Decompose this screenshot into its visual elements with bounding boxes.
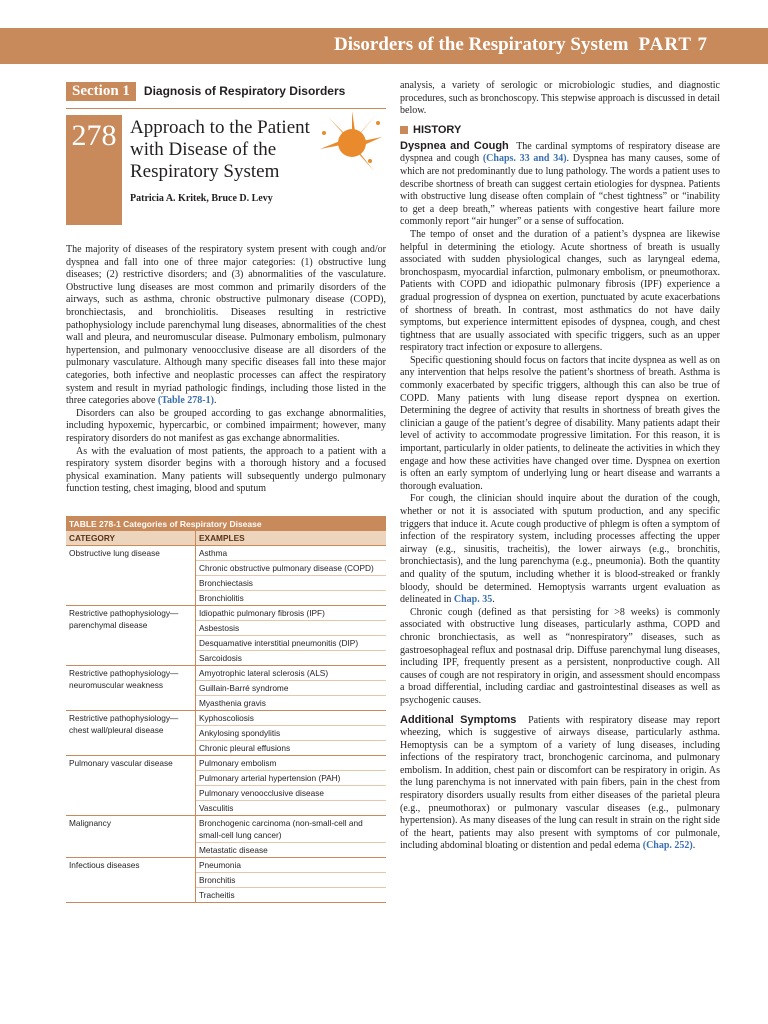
chap-252-link[interactable]: (Chap. 252) (642, 840, 693, 852)
header-part: PART 7 (638, 34, 708, 55)
category-cell: Pulmonary vascular disease (66, 756, 196, 815)
continued-paragraph: analysis, a variety of serologic or microbiologic studies, and diagnostic procedures, such as bronchoscopy. This stepwise approach is discussed in detail below. (400, 80, 720, 117)
examples-cell (196, 756, 386, 815)
chronic-cough-paragraph: Chronic cough (defined as that persisting for >8 weeks) is commonly associated with obstructive lung diseases, particularly asthma, COPD and chronic bronchiectasis, as well as “nonrespiratory” diseases, such as gastroesophageal reflux and postnasal drip. Diffuse parenchymal lung diseases, including IPF, frequently present as a persistent, nonproductive cough. All causes of cough are not respiratory in origin, and assessment should encompass a broad differential, including cardiac and gastrointestinal diseases as well as psychogenic causes. (400, 606, 720, 706)
example-item: Guillain-Barré syndrome (196, 681, 386, 696)
examples-cell (196, 711, 386, 755)
section-title: Diagnosis of Respiratory Disorders (143, 84, 346, 98)
additional-symptoms-paragraph: Additional Symptoms Patients with respiratory disease may report wheezing, which is suggestive of airways disease, particularly asthma. Hemoptysis can be a symptom of a variety of lung diseases, including infections of the respiratory tract, bronchogenic carcinoma, and pulmonary embolism. In addition, chest pain or discomfort can be respiratory in origin. As the lung parenchyma is not innervated with pain fibers, pain in the chest from respiratory disorders usually results from either diseases of the parietal pleura (e.g., pneumothorax) or pulmonary vascular diseases (e.g., pulmonary hypertension). As many diseases of the lung can result in strain on the right side of the heart, patients may also present with symptoms of cor pulmonale, including abdominal bloating or distention and pedal edema (Chap. 252). (400, 713, 721, 852)
chaps-33-34-link[interactable]: (Chaps. 33 and 34) (482, 153, 567, 165)
intro-paragraph-1: The majority of diseases of the respiratory system present with cough and/or dyspnea and fall into one of three major categories: (1) obstructive lung diseases; (2) restrictive disorders; and (3) abnormalities of the vasculature. Obstructive lung diseases are most common and primarily disorders of the airways, such as asthma, chronic obstructive pulmonary disease (COPD), bronchiectasis, and bronchiolitis. Diseases resulting in restrictive pathophysiology include parenchymal lung diseases, abnormalities of the chest wall and pleura, and neuromuscular disease. Pulmonary embolism, pulmonary hypertension, and pulmonary venoocclusive disease are all disorders of the pulmonary vasculature. Although many specific diseases fall into these major categories, both infective and neoplastic processes can affect the respiratory system and result in myriad pathologic findings, including those listed in the three categories above (Table 278-1). (66, 244, 386, 407)
cough-paragraph: For cough, the clinician should inquire about the duration of the cough, whether or not it is associated with sputum production, and any specific triggers that induce it. Acute cough productive of phlegm is often a symptom of infection of the respiratory system, including processes affecting the upper airway (e.g., sinusitis, tracheitis), the lower airways (e.g., bronchitis, bronchiectasis), and the lung parenchyma (e.g., pneumonia). Both the quantity and quality of the sputum, including whether it is blood-streaked or frankly bloody, should be determined. Hemoptysis warrants urgent evaluation as delineated in Chap. 35. (400, 493, 720, 606)
column-header-category: CATEGORY (66, 531, 196, 545)
splatter-ornament-icon (316, 109, 386, 179)
example-item: Pneumonia (196, 858, 386, 873)
table-row (66, 857, 386, 902)
examples-cell (196, 606, 386, 665)
chapter-number: 278 (66, 115, 122, 225)
example-item: Bronchogenic carcinoma (non-small-cell and small-cell lung cancer) (196, 816, 386, 843)
heading-square-icon (400, 126, 408, 134)
additional-symptoms-runin-heading: Additional Symptoms (400, 713, 517, 726)
categories-table (66, 516, 386, 903)
example-item: Idiopathic pulmonary fibrosis (IPF) (196, 606, 386, 621)
example-item: Chronic pleural effusions (199, 742, 291, 753)
example-item: Pulmonary venoocclusive disease (196, 786, 386, 801)
column-header-examples: EXAMPLES (199, 532, 245, 543)
examples-cell (196, 546, 386, 605)
right-column (400, 80, 720, 853)
table-row (66, 815, 386, 857)
header-text (334, 34, 708, 56)
table-header-row (66, 531, 386, 545)
table-row (66, 665, 386, 710)
example-item: Pulmonary arterial hypertension (PAH) (196, 771, 386, 786)
examples-cell (196, 816, 386, 857)
example-item: Pulmonary embolism (196, 756, 386, 771)
header-title: Disorders of the Respiratory System (333, 34, 629, 55)
tempo-paragraph: The tempo of onset and the duration of a patient’s dyspnea are likewise helpful in determining the etiology. Acute shortness of breath is usually associated with sudden physiological changes, such as laryngeal edema, bronchospasm, myocardial infarction, pulmonary embolism, or pneumothorax. Patients with COPD and idiopathic pulmonary fibrosis (IPF) experience a gradual progression of dyspnea on exertion, punctuated by acute exacerbations of shortness of breath. In contrast, most asthmatics do not have daily symptoms, but experience intermittent episodes of dyspnea, cough, and chest tightness that are usually associated with specific triggers, such as an upper respiratory tract infection or exposure to allergens. (400, 228, 720, 354)
example-item: Desquamative interstitial pneumonitis (DIP) (196, 636, 386, 651)
example-item: Bronchiectasis (196, 576, 386, 591)
table-caption: TABLE 278-1 Categories of Respiratory Disease (66, 517, 386, 531)
example-item: Chronic obstructive pulmonary disease (COPD) (196, 561, 386, 576)
chapter-title: Approach to the Patient with Disease of the Respiratory System (130, 117, 310, 182)
category-cell: Malignancy (66, 816, 196, 857)
example-item: Asthma (196, 546, 386, 561)
examples-cell (196, 666, 386, 710)
table-body (66, 545, 386, 902)
intro-paragraph-3: As with the evaluation of most patients, the approach to a patient with a respiratory system disorder begins with a thorough history and a focused physical examination. Many patients will subsequently undergo pulmonary function testing, chest imaging, blood and sputum (66, 445, 386, 495)
example-item: Asbestosis (196, 621, 386, 636)
example-item: Myasthenia gravis (199, 697, 266, 708)
example-item: Vasculitis (199, 802, 234, 813)
example-item: Bronchitis (196, 873, 386, 888)
dyspnea-paragraph: Dyspnea and Cough The cardinal symptoms of respiratory disease are dyspnea and cough (Chaps. 33 and 34). Dyspnea has many causes, some of which are not predominantly due to lung pathology. The words a patient uses to describe shortness of breath can suggest certain etiologies for dyspnea. Patients with obstructive lung disease often complain of “chest tightness” or “inability to get a deep breath,” whereas patients with congestive heart failure more commonly report “air hunger” or a sense of suffocation. (400, 139, 721, 228)
dyspnea-runin-heading: Dyspnea and Cough (400, 139, 509, 152)
example-item: Amyotrophic lateral sclerosis (ALS) (196, 666, 386, 681)
history-heading: HISTORY (400, 124, 720, 136)
left-column (66, 80, 386, 903)
example-item: Tracheitis (199, 889, 235, 900)
category-cell: Obstructive lung disease (66, 546, 196, 605)
category-cell: Infectious diseases (66, 858, 196, 902)
section-tag: Section 1 (66, 82, 136, 101)
example-item: Ankylosing spondylitis (196, 726, 386, 741)
example-item: Metastatic disease (199, 844, 268, 855)
example-item: Sarcoidosis (199, 652, 242, 663)
category-cell: Restrictive pathophysiology—neuromuscular weakness (66, 666, 196, 710)
running-header (0, 28, 768, 64)
example-item: Kyphoscoliosis (196, 711, 386, 726)
examples-cell (196, 858, 386, 902)
intro-paragraph-2: Disorders can also be grouped according to gas exchange abnormalities, including hypoxemic, hypercarbic, or combined impairment; however, many respiratory disorders do not manifest as gas exchange abnormalities. (66, 407, 386, 444)
chapter-authors: Patricia A. Kritek, Bruce D. Levy (130, 193, 273, 204)
chapter-opener (66, 108, 386, 226)
example-item: Bronchiolitis (199, 592, 244, 603)
table-reference-link[interactable]: (Table 278-1) (157, 395, 214, 407)
table-row (66, 755, 386, 815)
table-row (66, 710, 386, 755)
table-row (66, 605, 386, 665)
category-cell: Restrictive pathophysiology—chest wall/pleural disease (66, 711, 196, 755)
table-row (66, 545, 386, 605)
chap-35-link[interactable]: Chap. 35 (453, 594, 493, 606)
specific-questioning-paragraph: Specific questioning should focus on factors that incite dyspnea as well as on any intervention that helps resolve the patient’s shortness of breath. Asthma is commonly exacerbated by specific triggers, although this can also be true of COPD. Many patients with lung disease report dyspnea on exertion. Determining the degree of activity that results in shortness of breath gives the clinician a gauge of the patient’s degree of disability. Many patients adapt their level of activity to accommodate progressive limitation. For this reason, it is important, particularly in older patients, to delineate the activities in which they engage and how these activities have changed over time. Dyspnea on exertion is often an early symptom of underlying lung or heart disease and warrants a thorough evaluation. (400, 354, 720, 492)
category-cell: Restrictive pathophysiology—parenchymal disease (66, 606, 196, 665)
section-line (66, 80, 386, 102)
